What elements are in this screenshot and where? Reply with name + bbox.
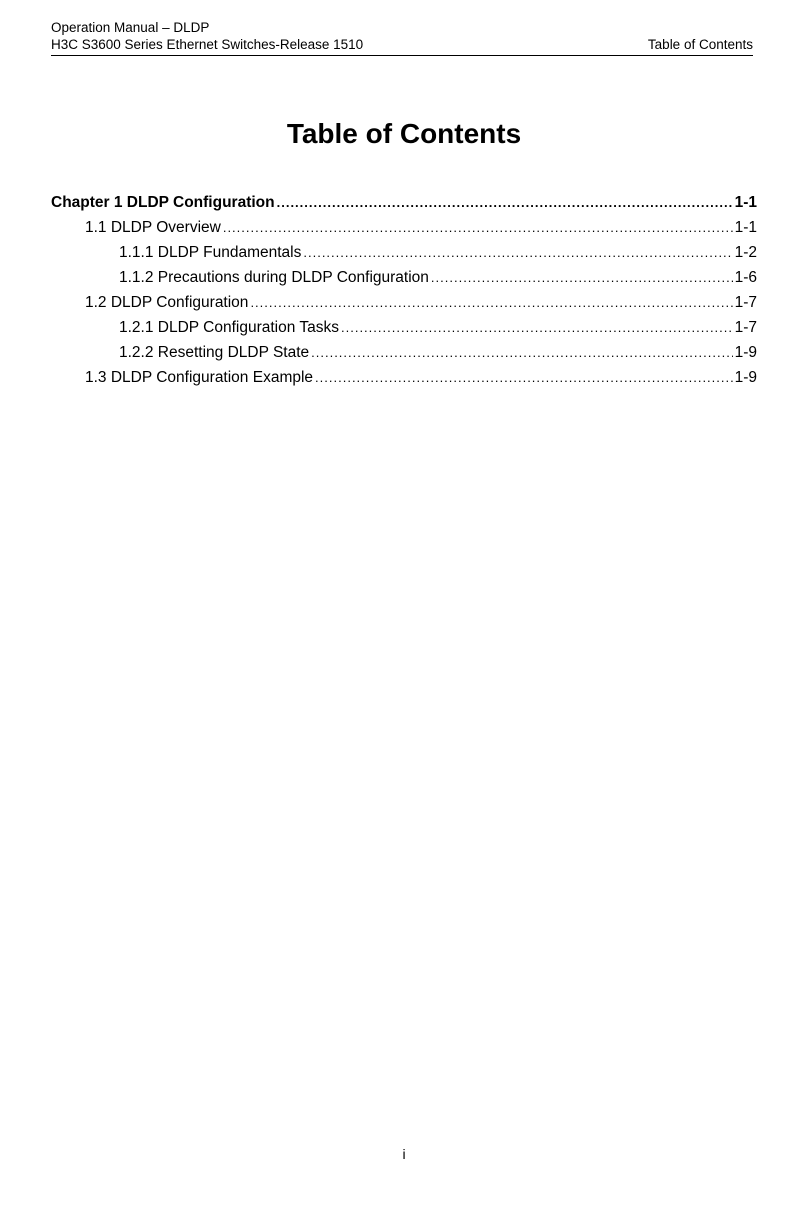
- toc-entry-label: 1.2.1 DLDP Configuration Tasks: [119, 319, 339, 336]
- toc-entry[interactable]: [51, 290, 757, 315]
- header-section-name: Table of Contents: [647, 37, 753, 52]
- toc-entry-page: 1-9: [734, 344, 757, 361]
- toc-entry-page: 1-1: [734, 219, 757, 236]
- toc-entry-page: 1-6: [734, 269, 757, 286]
- header-product-title: H3C S3600 Series Ethernet Switches-Release 1510: [51, 37, 364, 52]
- toc-entry[interactable]: [51, 315, 757, 340]
- header-manual-title: Operation Manual – DLDP: [51, 20, 210, 35]
- toc-entry[interactable]: [51, 215, 757, 240]
- toc-entry-label: 1.2 DLDP Configuration: [85, 294, 249, 311]
- toc-entry-label: Chapter 1 DLDP Configuration: [51, 194, 275, 211]
- toc-dot-leader: [250, 290, 732, 315]
- toc-entry-label: 1.3 DLDP Configuration Example: [85, 369, 314, 386]
- toc-dot-leader: [223, 215, 733, 240]
- toc-dot-leader: [277, 190, 733, 215]
- toc-entry-label: 1.2.2 Resetting DLDP State: [119, 344, 310, 361]
- toc-dot-leader: [315, 365, 733, 390]
- toc-entry[interactable]: [51, 365, 757, 390]
- toc-entry-page: 1-9: [734, 369, 757, 386]
- table-of-contents: [51, 190, 757, 390]
- toc-entry[interactable]: [51, 190, 757, 215]
- toc-dot-leader: [341, 315, 733, 340]
- page-header: [51, 19, 753, 56]
- toc-entry-page: 1-2: [734, 244, 757, 261]
- toc-dot-leader: [311, 340, 732, 365]
- toc-dot-leader: [431, 265, 733, 290]
- toc-dot-leader: [303, 240, 732, 265]
- toc-entry-page: 1-7: [734, 294, 757, 311]
- toc-entry-label: 1.1.1 DLDP Fundamentals: [119, 244, 302, 261]
- toc-entry-label: 1.1.2 Precautions during DLDP Configuration: [119, 269, 429, 286]
- toc-entry[interactable]: [51, 240, 757, 265]
- toc-entry-page: 1-7: [734, 319, 757, 336]
- page-number: i: [402, 1146, 406, 1162]
- toc-entry-label: 1.1 DLDP Overview: [85, 219, 221, 236]
- page-title: Table of Contents: [286, 118, 522, 149]
- toc-entry[interactable]: [51, 265, 757, 290]
- toc-entry-page: 1-1: [734, 194, 757, 211]
- toc-entry[interactable]: [51, 340, 757, 365]
